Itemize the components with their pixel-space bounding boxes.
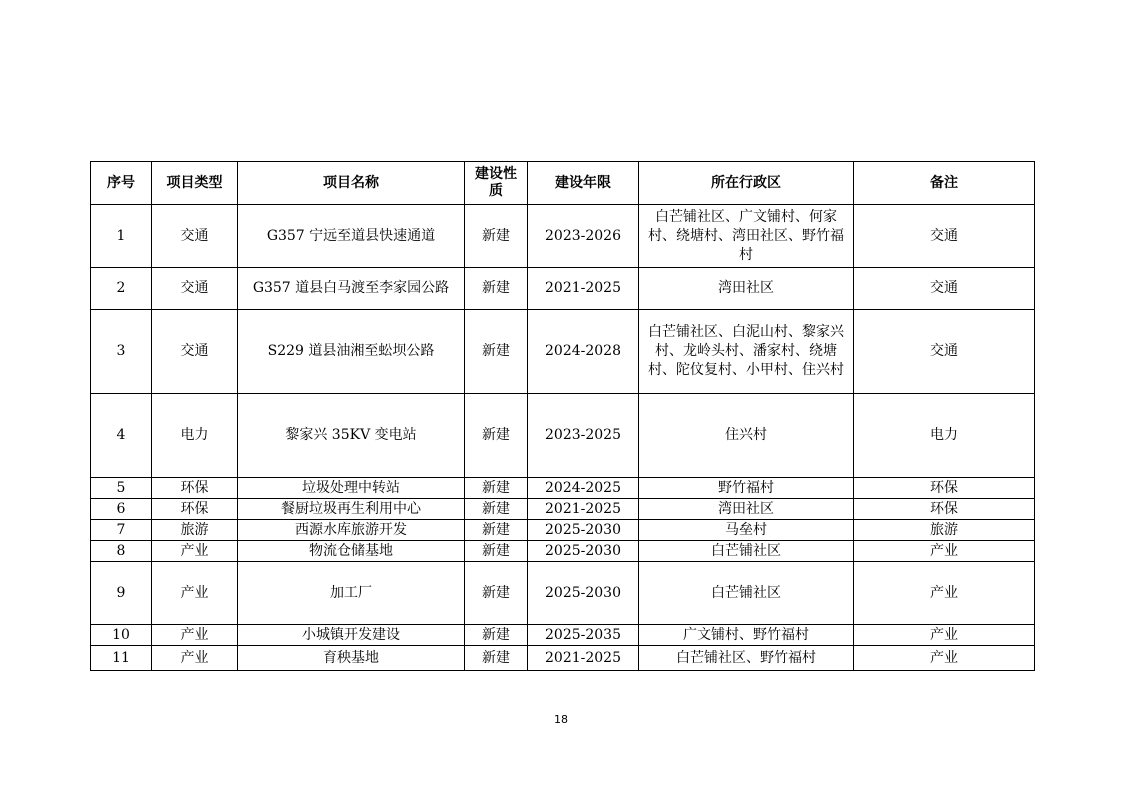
table-row (91, 625, 1035, 646)
table-row (91, 520, 1035, 541)
cell-type: 产业 (152, 562, 238, 625)
table-row (91, 478, 1035, 499)
header-period: 建设年限 (528, 162, 639, 205)
table-header-row (91, 162, 1035, 205)
cell-name: S229 道县油湘至蚣坝公路 (238, 310, 465, 394)
cell-name: G357 宁远至道县快速通道 (238, 205, 465, 268)
cell-index: 7 (91, 520, 152, 541)
page-number: 18 (554, 713, 568, 726)
cell-index: 8 (91, 541, 152, 562)
header-index: 序号 (91, 162, 152, 205)
cell-remark: 电力 (854, 394, 1035, 478)
header-name: 项目名称 (238, 162, 465, 205)
cell-region: 广文铺村、野竹福村 (639, 625, 854, 646)
table-row (91, 268, 1035, 310)
cell-region: 白芒铺社区、野竹福村 (639, 646, 854, 671)
cell-nature: 新建 (465, 520, 528, 541)
cell-nature: 新建 (465, 478, 528, 499)
cell-period: 2024-2025 (528, 478, 639, 499)
cell-index: 5 (91, 478, 152, 499)
cell-name: G357 道县白马渡至李家园公路 (238, 268, 465, 310)
cell-name: 物流仓储基地 (238, 541, 465, 562)
cell-type: 交通 (152, 268, 238, 310)
cell-region: 白芒铺社区、广文铺村、何家村、绕塘村、湾田社区、野竹福村 (639, 205, 854, 268)
cell-name: 加工厂 (238, 562, 465, 625)
table-row (91, 205, 1035, 268)
cell-nature: 新建 (465, 205, 528, 268)
table-row (91, 562, 1035, 625)
cell-region: 白芒铺社区 (639, 562, 854, 625)
cell-period: 2021-2025 (528, 499, 639, 520)
cell-name: 西源水库旅游开发 (238, 520, 465, 541)
cell-period: 2021-2025 (528, 268, 639, 310)
cell-nature: 新建 (465, 310, 528, 394)
table-row (91, 646, 1035, 671)
cell-region: 白芒铺社区、白泥山村、黎家兴村、龙岭头村、潘家村、绕塘村、陀伩复村、小甲村、住兴村 (639, 310, 854, 394)
cell-type: 产业 (152, 625, 238, 646)
project-table (90, 161, 1035, 671)
cell-remark: 产业 (854, 625, 1035, 646)
cell-type: 环保 (152, 478, 238, 499)
table-row (91, 499, 1035, 520)
cell-name: 小城镇开发建设 (238, 625, 465, 646)
cell-period: 2021-2025 (528, 646, 639, 671)
cell-nature: 新建 (465, 268, 528, 310)
cell-region: 野竹福村 (639, 478, 854, 499)
cell-index: 11 (91, 646, 152, 671)
cell-index: 2 (91, 268, 152, 310)
cell-nature: 新建 (465, 646, 528, 671)
cell-region: 湾田社区 (639, 268, 854, 310)
cell-nature: 新建 (465, 499, 528, 520)
header-nature: 建设性质 (465, 162, 528, 205)
cell-period: 2023-2025 (528, 394, 639, 478)
cell-name: 餐厨垃圾再生利用中心 (238, 499, 465, 520)
cell-nature: 新建 (465, 625, 528, 646)
cell-remark: 产业 (854, 541, 1035, 562)
cell-remark: 环保 (854, 478, 1035, 499)
cell-name: 育秧基地 (238, 646, 465, 671)
cell-nature: 新建 (465, 541, 528, 562)
cell-name: 黎家兴 35KV 变电站 (238, 394, 465, 478)
cell-type: 产业 (152, 541, 238, 562)
cell-period: 2024-2028 (528, 310, 639, 394)
cell-region: 白芒铺社区 (639, 541, 854, 562)
cell-remark: 产业 (854, 562, 1035, 625)
cell-name: 垃圾处理中转站 (238, 478, 465, 499)
header-region: 所在行政区 (639, 162, 854, 205)
cell-index: 10 (91, 625, 152, 646)
cell-type: 交通 (152, 205, 238, 268)
cell-index: 9 (91, 562, 152, 625)
cell-type: 产业 (152, 646, 238, 671)
cell-remark: 环保 (854, 499, 1035, 520)
cell-nature: 新建 (465, 394, 528, 478)
header-remark: 备注 (854, 162, 1035, 205)
cell-period: 2023-2026 (528, 205, 639, 268)
table-row (91, 310, 1035, 394)
cell-type: 交通 (152, 310, 238, 394)
cell-region: 湾田社区 (639, 499, 854, 520)
cell-remark: 交通 (854, 310, 1035, 394)
cell-region: 住兴村 (639, 394, 854, 478)
header-type: 项目类型 (152, 162, 238, 205)
cell-type: 电力 (152, 394, 238, 478)
cell-remark: 交通 (854, 268, 1035, 310)
cell-remark: 产业 (854, 646, 1035, 671)
cell-remark: 旅游 (854, 520, 1035, 541)
cell-index: 6 (91, 499, 152, 520)
cell-index: 3 (91, 310, 152, 394)
table-row (91, 394, 1035, 478)
cell-type: 环保 (152, 499, 238, 520)
cell-period: 2025-2035 (528, 625, 639, 646)
cell-region: 马垒村 (639, 520, 854, 541)
cell-period: 2025-2030 (528, 562, 639, 625)
cell-type: 旅游 (152, 520, 238, 541)
table-row (91, 541, 1035, 562)
cell-index: 1 (91, 205, 152, 268)
cell-index: 4 (91, 394, 152, 478)
cell-remark: 交通 (854, 205, 1035, 268)
cell-period: 2025-2030 (528, 541, 639, 562)
cell-nature: 新建 (465, 562, 528, 625)
cell-period: 2025-2030 (528, 520, 639, 541)
